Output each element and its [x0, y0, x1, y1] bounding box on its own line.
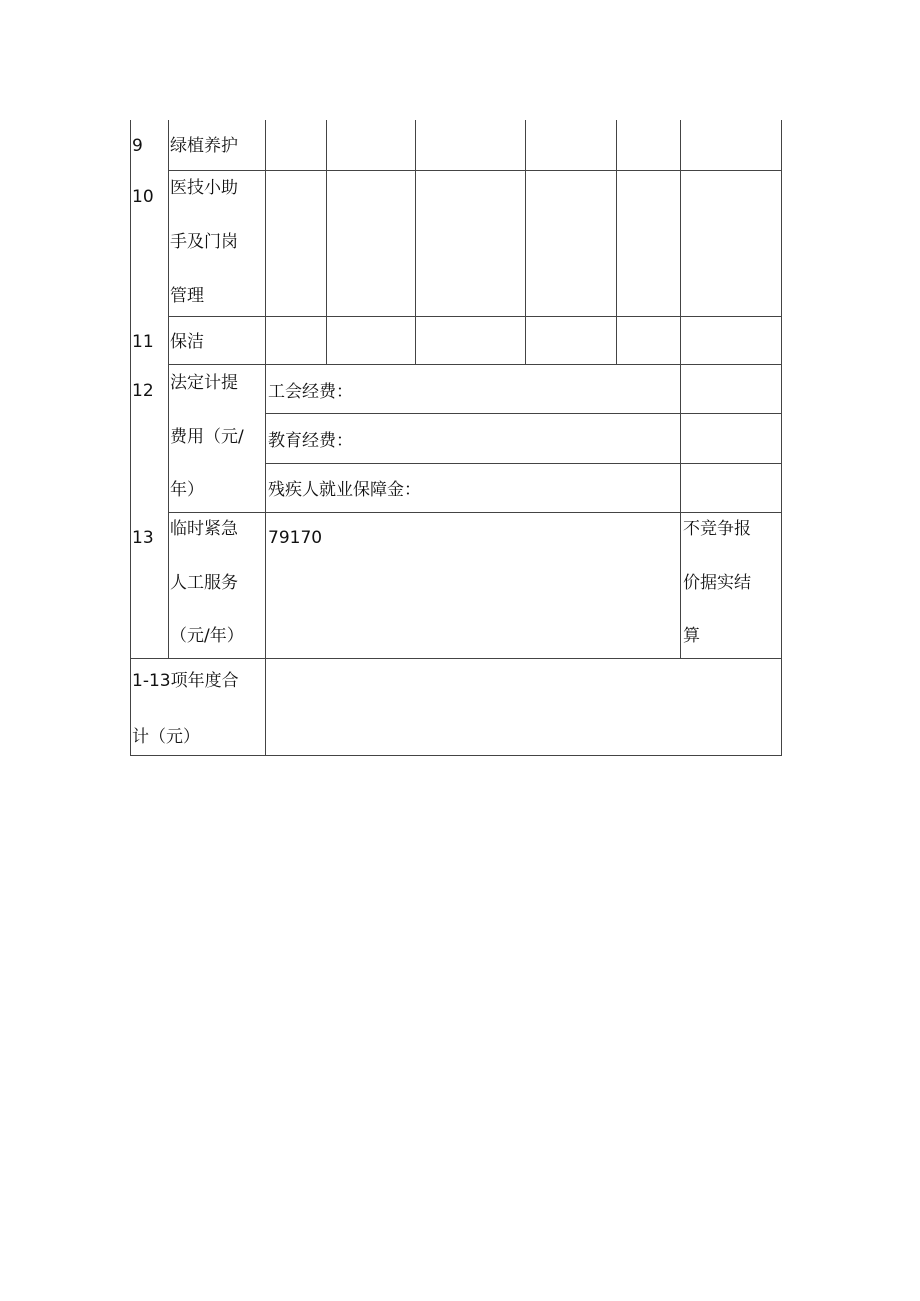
- column-line: [525, 120, 526, 365]
- fee-table: [130, 120, 782, 756]
- item-name: 临时紧急: [170, 519, 238, 539]
- column-line: [680, 120, 681, 659]
- fee-label: 工会经费：: [268, 382, 353, 402]
- row-line: [168, 170, 782, 171]
- item-name: 保洁: [170, 332, 204, 352]
- row-line: [266, 463, 782, 464]
- fee-label: 残疾人就业保障金：: [268, 480, 421, 500]
- item-name: （元/年）: [170, 626, 244, 646]
- item-name: 绿植养护: [170, 136, 238, 156]
- column-line: [415, 120, 416, 365]
- row-line: [130, 658, 782, 659]
- row-number: 13: [132, 528, 154, 548]
- item-name: 手及门岗: [170, 232, 238, 252]
- fee-label: 教育经费：: [268, 431, 353, 451]
- item-name: 医技小助: [170, 178, 238, 198]
- row-number: 11: [132, 332, 154, 352]
- column-line: [326, 120, 327, 365]
- note-text: 不竞争报: [683, 519, 751, 539]
- note-text: 价据实结: [683, 573, 751, 593]
- table-left-line: [130, 120, 131, 756]
- column-line: [168, 120, 169, 658]
- table-bottom-line: [130, 755, 782, 756]
- item-name: 人工服务: [170, 573, 238, 593]
- row-line: [168, 316, 782, 317]
- item-name: 法定计提: [170, 373, 238, 393]
- row-line: [266, 413, 782, 414]
- row-number: 12: [132, 381, 154, 401]
- table-right-line: [781, 120, 782, 756]
- row-line: [168, 512, 782, 513]
- total-label: 1-13项年度合: [132, 671, 239, 691]
- column-line: [616, 120, 617, 365]
- item-name: 管理: [170, 286, 204, 306]
- note-text: 算: [683, 626, 700, 646]
- item-name: 费用（元/: [170, 427, 244, 447]
- row-line: [168, 364, 782, 365]
- total-label: 计（元）: [132, 727, 200, 747]
- row-number: 9: [132, 136, 143, 156]
- item-name: 年）: [170, 480, 204, 500]
- amount-value: 79170: [268, 528, 323, 548]
- row-number: 10: [132, 187, 154, 207]
- column-line: [265, 120, 266, 756]
